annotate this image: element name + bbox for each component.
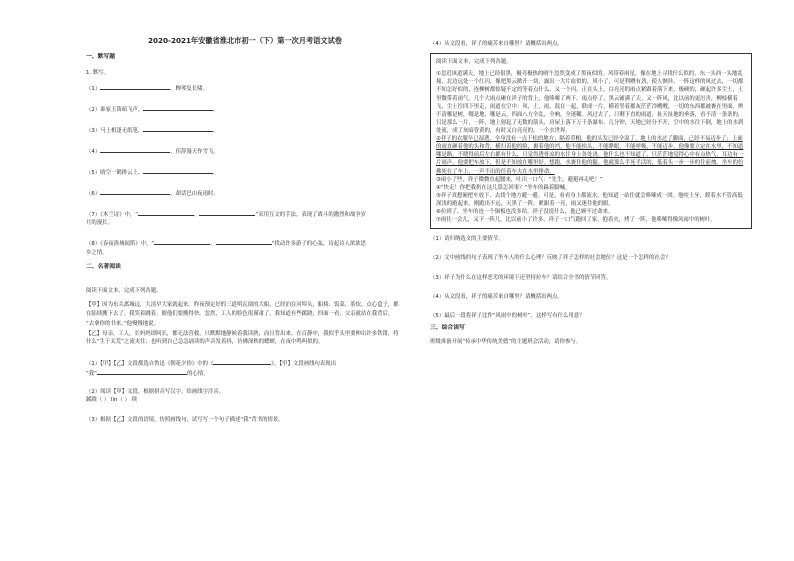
exam-title: 2020-2021年安徽省淮北市初一（下）第一次月考语文试卷: [148, 36, 342, 45]
passage-para-2: ②祥子的衣服早已湿透，全身没有一点干松的地方；隔着草帽，他的头发已经全湿了。地上的水过了脚面，已经不易迈步了；上面的雨直砸着他的头和背，横扫着他的脸，裹着他的裆。他不能抬头，不能睁眼，不能呼吸，不能迈步。他像要立定在水里，不知道哪是路，不晓得前后左右都有什么，只觉得透骨凉的水往身上各处浇。他什么也不知道了，只茫茫地觉得心中有点热气，耳边有一片雨声。他要把车放下，但是不知放在哪里好。想跑，水裹住他的腿。他就那么半死半活的，低着头一步一步的往前拽。坐车的仿佛死在了车上，一声不出的任着车夫在水里挣命。: [436, 136, 744, 175]
novel-question-3: （3）祥子为什么在这样恶劣的环境下还坚持拉车？请结合全书的情节回答。: [430, 274, 612, 281]
section-writing-heading: 三、综合读写: [430, 324, 465, 331]
dictation-instruction: 1. 默写。: [86, 70, 110, 77]
answer-blank[interactable]: [199, 209, 255, 216]
passage-para-3: ③雨小了些，祥子微微直起腰来，吐出一口气：“先生，避避再走吧！”: [436, 176, 603, 183]
answer-blank[interactable]: [143, 167, 213, 174]
section-dictation-heading: 一、默写题: [86, 53, 115, 60]
fill-item-8: （8）《春夜洛城闻笛》中，“ ， ”找动许多游子的心弦，诗起诗人浓浓思 乡之情。: [86, 238, 404, 256]
answer-space[interactable]: [430, 301, 752, 312]
answer-blank[interactable]: [143, 125, 213, 132]
right-column: [430, 40, 752, 346]
question-4: （4）从文段看，祥子的痛苦来自哪里？请概括出两点。: [430, 41, 563, 47]
answer-blank[interactable]: [154, 238, 210, 245]
answer-space[interactable]: [430, 243, 752, 254]
question-2: （2）阅读【甲】文段，根据拼音写汉字，给画线字注音。: [86, 389, 225, 396]
fill-item-6: （6） ，却话巴山夜雨时。: [86, 188, 404, 198]
novel-passage-box: [430, 53, 752, 229]
passage-para-4: ④“快走！你把我扔在这儿算怎回事？”坐车的跺着脚喊。: [436, 184, 571, 191]
fill-item-3: （3）马上相逢无纸笔， 。: [86, 125, 404, 135]
fill-item-7: （7）《木兰诗》中，“ ， ”采用互文的手法，表现了战斗的激烈和战争岁 月的漫长。: [86, 209, 404, 227]
answer-blank[interactable]: [100, 83, 170, 90]
section-classics-heading: 二、名著阅读: [86, 263, 121, 270]
passage-jia-quote: “去拿你的书来。”他慢慢地说。: [86, 320, 159, 327]
passage-jia: 【甲】因为东关离城远，大清早大家就起来。昨夜预定好的三道明瓦窗的大船，已经泊在河埠头，船椅、饭菜、茶炊、点心盒子，都在陆续搬下去了。我笑着跳着，催他们要搬得快。忽然，工人的脸色很谨肃了，我知道有些蹊跷，四面一看，父亲就站在我背后。: [86, 302, 399, 317]
novel-question-2: （2）文中画线的句子表现了坐车人的什么心理？反映了祥子怎样的社会地位？这是一个怎样的社会？: [430, 255, 671, 262]
answer-blank[interactable]: [143, 104, 213, 111]
question-1: （1）【甲】【乙】文段都选自鲁迅《朝花夕拾》中的《 》，【甲】文段画线句表现出 “我” 的心情。: [86, 358, 404, 378]
answer-blank[interactable]: [100, 146, 170, 153]
reading-intro-2: 阅读下面文本，完成下列各题。: [436, 59, 512, 66]
answer-space[interactable]: [430, 263, 752, 274]
novel-question-1: （1）请归纳选文的主要情节。: [430, 236, 504, 243]
passage-para-6: ⑥拉到了，坐车的连一个铜板也没多给。祥子没说什么，他已顾不过命来。: [436, 209, 614, 216]
passage-para-1: ①忽近该道满天，地上已经很黑，极亮极热的晴午忽然变成了黑夜似的。风带着雨星，像在地上寻找什么似的，东一头西一头地乱撞，北边远处一个红闪，像把黑云掀开一块，露出一大片血似的。风小了，可是利飕有劲，使人颤抖。一阵这样的风过去，一切都不知怎好似的，连柳树都惊疑不定的等着点什么。又一个闪，正在头上，白亮亮的雨点紧跟着落下来，极硬的，砸起许多尘土，土里微带着雨气。几个大雨点砸在祥子的背上，他哆嗦了两下。雨点停了，黑云铺满了天。又一阵风，比以前的更厉害，柳枝横着飞，尘土往四下里走，雨道在空中：风，土，雨，混在一起，联成一片，横着竖着都灰茫茫冷飕飕，一切的东西都被裹在里面，辨不清哪是树，哪是地，哪是云，四面八方全乱，全响，全迷糊。风过去了，只剩下直的雨道，扯天扯地的垂落，看不清一条条的，只是那么一片，一阵，地上射起了无数的箭头，房屋上落下万千条瀑布。几分钟，天地已经分不开，空中的水往下倒，地上的水到处流，成了灰暗昏黄的，有时又白亮亮的，一个水世界。: [436, 71, 744, 134]
writing-prompt: 班级准备开展“传承中华传统美德”的主题班会活动，请你参与。: [430, 338, 582, 345]
answer-blank[interactable]: [216, 238, 272, 245]
fill-item-4: （4） ，佳辞漫天作雪飞。: [86, 146, 404, 156]
reading-intro: 阅读下面文本，完成下列各题。: [86, 288, 162, 295]
novel-question-4: （4）从文段看，祥子的痛苦来自哪里？请概括出两点。: [430, 293, 563, 300]
passage-para-5: ⑤祥子真想硬把车放下，去找个地方避一避。可是，看看身上都流水，他知道一站住就会哆嗦成一团。他咬上牙，蹚着水不管高低深浅的跑起来。刚跑出不远，天黑了一阵，紧跟着一亮，雨又迷住他的眼。: [436, 192, 743, 207]
question-3: （3）根据【乙】文段的语境，仿照画线句，试写写一个句子描述“我”背书的情景。: [86, 417, 284, 424]
answer-blank[interactable]: [138, 209, 194, 216]
novel-question-5: （5）最后一段将祥子比作“风雨中的树叶”，这样写有什么用意？: [430, 312, 585, 319]
left-column: [86, 36, 404, 425]
passage-yi: 【乙】母亲，工人，长妈妈即阿长，都无法营救，只默默地静候着我读熟，而且背出来。在百静中，我似乎头里要伸出许多铁钳，将什么“生于太荒”之流夹住；也听到自己急急诵读的声音发着抖，彷佛深秋的蟋蟀，在夜中鸣叫似的。: [86, 330, 399, 345]
passage-para-7: ⑦雨住一会儿，又下一阵儿，比以前小了许多，祥子一口气跑回了家。抱着火，烤了一阵，他哆嗦得像风雨中的树叶。: [436, 217, 716, 224]
fill-item-2: （2）谁家玉笛暗飞声， 。: [86, 104, 404, 114]
fill-item-1: （1） ，蝉琴复长啸。: [86, 83, 404, 93]
answer-blank[interactable]: [100, 188, 170, 195]
answer-blank[interactable]: [213, 358, 271, 365]
answer-space[interactable]: [430, 282, 752, 293]
question-2-pinyin: 蹊跷（ ） lìn（ ） 续: [86, 397, 138, 404]
answer-blank[interactable]: [97, 368, 187, 375]
fill-item-5: （5）晴空一鹤排云上， 。: [86, 167, 404, 177]
